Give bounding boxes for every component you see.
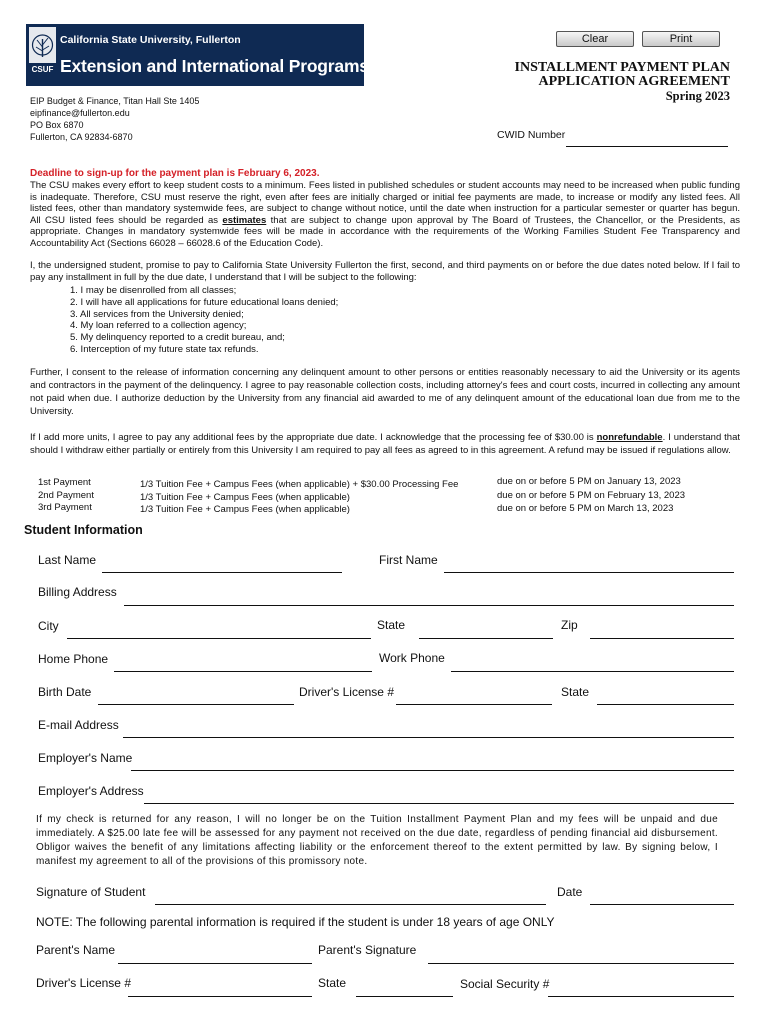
consequence-item: 5. My delinquency reported to a credit bureau, and; [70,332,285,344]
billing-address-label: Billing Address [38,585,117,599]
parent-name-field[interactable] [118,963,312,964]
payment-labels [38,477,94,515]
pledge-paragraph: I, the undersigned student, promise to pay to California State University Fullerton the first, second, and third payments on or before the due dates noted below. If I fail to pay any installment in full by the due date, I understand that I will be subject to the following: [30,260,740,283]
employer-address-label: Employer's Address [38,784,144,798]
city-label: City [38,619,59,633]
state-label: State [377,618,406,632]
fees-text-b: that are subject to change upon approval by The Board of Trustees, the Chancellor, or the Presidents, as appropriate. Changes in mandatory systemwide fees will be made in accordance with the requirements of the Working Families Student Fee Transparency and Accountability Act (Sections 66028 – 66028.6 of the Education Code). [30,214,740,249]
parent-ssn-label: Social Security # [460,977,550,991]
address-line: Fullerton, CA 92834-6870 [30,132,133,142]
consequence-item: 2. I will have all applications for future educational loans denied; [70,296,339,308]
drivers-license-label: Driver's License # [299,685,394,699]
payment-desc: 1/3 Tuition Fee + Campus Fees (when applicable) + $30.00 Processing Fee [140,479,459,490]
parent-signature-label: Parent's Signature [318,943,417,957]
payment-label: 2nd Payment [38,489,94,501]
consequence-item: 3. All services from the University denied; [70,308,244,320]
work-phone-label: Work Phone [379,651,445,665]
employer-address-field[interactable] [144,803,734,804]
fees-text-a: The CSU makes every effort to keep student costs to a minimum. Fees listed in published schedules or student accounts may need to be increased when public funding is inadequate. Therefore, CSU must reserve the right, even after fees are initially charged or initial fee payments are made, to increase or modify any listed fees. All listed fees, other than mandatory systemwide fees, are subject to change without notice, until the date when instruction for a particular semester or quarter has begun. All CSU listed fees should be regarded as [30,180,740,226]
tree-emblem-icon [29,27,56,83]
email-field[interactable] [123,737,734,738]
payment-desc: 1/3 Tuition Fee + Campus Fees (when applicable) [140,491,350,503]
work-phone-field[interactable] [451,671,734,672]
first-name-field[interactable] [444,572,734,573]
address-line: EIP Budget & Finance, Titan Hall Ste 1405 [30,96,200,106]
signature-date-field[interactable] [590,904,734,905]
cwid-field[interactable] [566,146,728,147]
payment-label: 1st Payment [38,477,91,488]
parent-ssn-field[interactable] [548,996,734,997]
deadline-notice: Deadline to sign-up for the payment plan is February 6, 2023. [30,168,320,179]
payment-due: due on or before 5 PM on March 13, 2023 [497,503,674,514]
zip-label: Zip [561,618,578,632]
birth-date-field[interactable] [98,704,294,705]
email-label: E-mail Address [38,718,119,732]
payment-due-dates [497,475,685,516]
payment-desc: 1/3 Tuition Fee + Campus Fees (when applicable) [140,504,350,515]
student-info-heading: Student Information [24,523,143,537]
units-text-a: If I add more units, I agree to pay any additional fees by the appropriate due date. I acknowledge that the processing fee of $30.00 is [30,432,597,443]
state-field[interactable] [419,638,553,639]
parent-state-label: State [318,976,347,990]
promissory-note: If my check is returned for any reason, I will no longer be on the Tuition Installment Payment Plan and my fees will be unpaid and due immediately. A $25.00 late fee will be assessed for any payment not received on the due date, regardless of pending financial aid disbursement. Obligor waives the benefit of any limitations affecting liability or the enforcement thereof to the extent permitted by law. By signing below, I manifest my agreement to all of the provisions of this promissory note. [36,814,718,867]
signature-date-label: Date [557,885,583,899]
address-line: PO Box 6870 [30,120,84,130]
employer-name-label: Employer's Name [38,751,133,765]
units-emphasis: nonrefundable [596,432,663,443]
consequences-list [70,285,338,356]
fees-emphasis: estimates [222,214,267,226]
consequence-item: 4. My loan referred to a collection agency; [70,320,247,332]
print-button[interactable]: Print [642,31,720,47]
birth-date-label: Birth Date [38,685,92,699]
consequence-item: 6. Interception of my future state tax refunds. [70,343,259,355]
form-title-line1: INSTALLMENT PAYMENT PLAN [514,60,730,75]
parent-name-label: Parent's Name [36,943,115,957]
payment-due: due on or before 5 PM on January 13, 2023 [497,476,681,487]
cwid-label: CWID Number [497,129,566,141]
address-email: eipfinance@fullerton.edu [30,108,130,118]
dl-state-field[interactable] [597,704,734,705]
form-title-line2: APPLICATION AGREEMENT [538,74,730,89]
parent-signature-field[interactable] [428,963,734,964]
parent-dl-field[interactable] [128,996,312,997]
student-signature-label: Signature of Student [36,885,146,899]
consent-paragraph: Further, I consent to the release of information concerning any delinquent amount to other persons or entities reasonably necessary to aid the University or its agents and contractors in the payment of the delinquency. I agree to pay reasonable collection costs, including attorney's fees and court costs, incurred in collecting any amount not paid when due. I authorize deduction by the University from any financial aid awarded to me of any delinquent amount of the educational loan due from me to the University. [30,367,740,417]
address-block [30,95,199,143]
units-text-b: . I understand that should I withdraw either partially or entirely from this University I am required to pay all fees as agreed to in this agreement. A refund may be issued if regulations allow. [30,432,741,456]
zip-field[interactable] [590,638,734,639]
payment-descriptions [140,479,458,517]
first-name-label: First Name [379,553,438,567]
drivers-license-field[interactable] [396,704,552,705]
payment-due: due on or before 5 PM on February 13, 2023 [497,489,686,501]
program-name: Extension and International Programs [60,56,369,76]
university-name: California State University, Fullerton [60,34,241,46]
clear-button[interactable]: Clear [556,31,634,47]
fees-paragraph [30,180,740,249]
dl-state-label: State [561,685,590,699]
csuf-logo [26,24,369,86]
payment-label: 3rd Payment [38,502,92,513]
student-signature-field[interactable] [155,904,546,905]
emblem-text: CSUF [31,65,54,74]
parent-dl-label: Driver's License # [36,976,131,990]
parent-note: NOTE: The following parental information is required if the student is under 18 years of age ONLY [36,915,555,929]
last-name-label: Last Name [38,553,97,567]
units-paragraph [30,432,740,457]
billing-address-field[interactable] [124,605,734,606]
home-phone-label: Home Phone [38,652,109,666]
home-phone-field[interactable] [114,671,372,672]
employer-name-field[interactable] [131,770,734,771]
parent-state-field[interactable] [356,996,453,997]
last-name-field[interactable] [102,572,342,573]
form-term: Spring 2023 [665,89,730,103]
consequence-item: 1. I may be disenrolled from all classes; [70,285,237,296]
city-field[interactable] [67,638,371,639]
